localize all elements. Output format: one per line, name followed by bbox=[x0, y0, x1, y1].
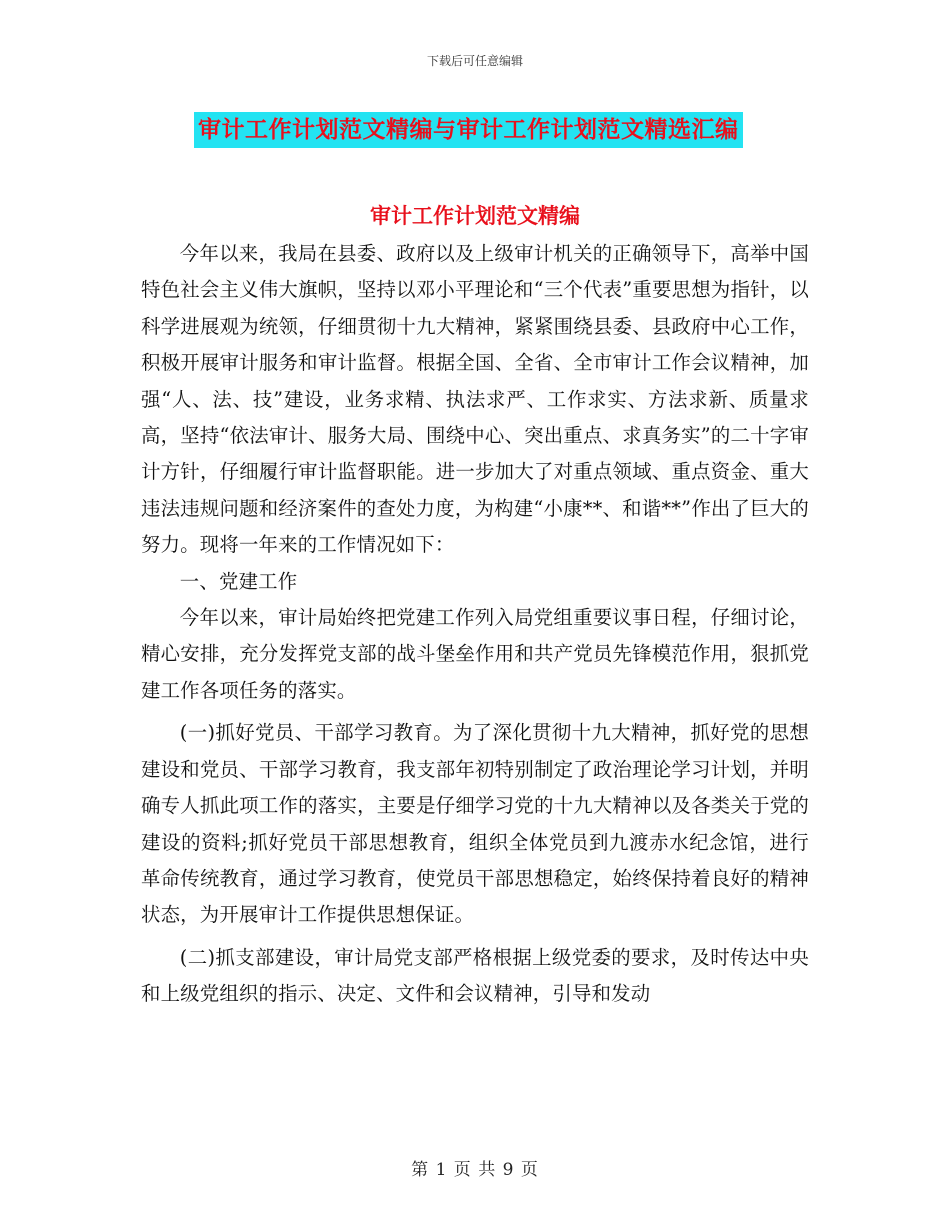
document-body bbox=[141, 236, 809, 1013]
page-footer-number: 第 1 页 共 9 页 bbox=[411, 1160, 539, 1180]
paragraph-study-education: (一)抓好党员、干部学习教育。为了深化贯彻十九大精神，抓好党的思想建设和党员、干部学习教育，我支部年初特别制定了政治理论学习计划，并明确专人抓此项工作的落实，主要是仔细学习党的十九大精神以及各类关于党的建设的资料;抓好党员干部思想教育，组织全体党员到九渡赤水纪念馆，进行革命传统教育，通过学习教育，使党员干部思想稳定，始终保持着良好的精神状态，为开展审计工作提供思想保证。 bbox=[141, 721, 809, 927]
paragraph-branch-building: (二)抓支部建设，审计局党支部严格根据上级党委的要求，及时传达中央和上级党组织的指示、决定、文件和会议精神，引导和发动 bbox=[141, 945, 809, 1006]
page-header-note: 下载后可任意编辑 bbox=[426, 54, 523, 68]
paragraph-intro: 今年以来，我局在县委、政府以及上级审计机关的正确领导下，高举中国特色社会主义伟大旗帜，坚持以邓小平理论和“三个代表”重要思想为指针，以科学进展观为统领，仔细贯彻十九大精神，紧紧围绕县委、县政府中心工作，积极开展审计服务和审计监督。根据全国、全省、全市审计工作会议精神，加强“人、法、技”建设，业务求精、执法求严、工作求实、方法求新、质量求高，坚持“依法审计、服务大局、围绕中心、突出重点、求真务实”的二十字审计方针，仔细履行审计监督职能。进一步加大了对重点领域、重点资金、重大违法违规问题和经济案件的查处力度，为构建“小康**、和谐**”作出了巨大的努力。现将一年来的工作情况如下： bbox=[141, 242, 809, 557]
section-heading-party-building: 一、党建工作 bbox=[179, 569, 298, 593]
paragraph-party-building: 今年以来，审计局始终把党建工作列入局党组重要议事日程，仔细讨论，精心安排，充分发挥党支部的战斗堡垒作用和共产党员先锋模范作用，狠抓党建工作各项任务的落实。 bbox=[141, 606, 809, 702]
document-sub-title: 审计工作计划范文精编 bbox=[370, 204, 580, 228]
document-main-title: 审计工作计划范文精编与审计工作计划范文精选汇编 bbox=[194, 112, 743, 148]
